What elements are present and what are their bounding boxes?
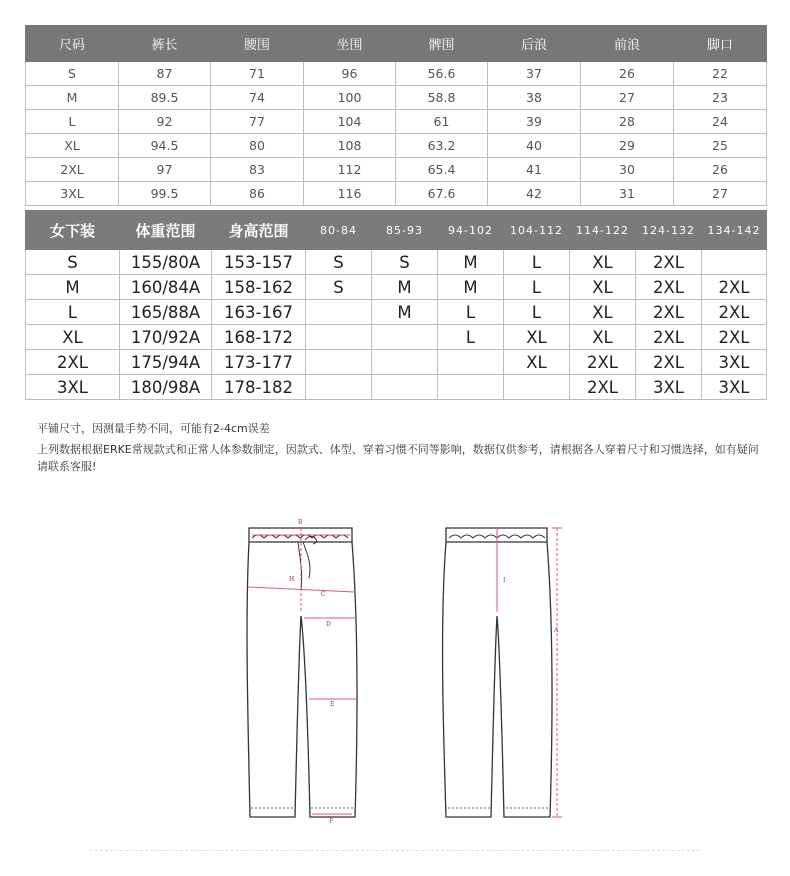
women_table-header-cell: 94-102 xyxy=(438,211,504,250)
table-cell: L xyxy=(26,110,119,134)
table-cell: 41 xyxy=(488,158,581,182)
table-cell: XL xyxy=(504,325,570,350)
table-cell: 80 xyxy=(211,134,304,158)
table-cell xyxy=(306,300,372,325)
table-cell: 2XL xyxy=(636,300,702,325)
table-row xyxy=(26,375,767,400)
pants-measurement-diagram xyxy=(0,500,790,840)
label-c: C xyxy=(321,591,326,598)
table-cell: 163-167 xyxy=(212,300,306,325)
table-cell: 24 xyxy=(674,110,767,134)
table-cell xyxy=(504,375,570,400)
table-cell: 97 xyxy=(119,158,211,182)
women_table-header-cell: 85-93 xyxy=(372,211,438,250)
bottom-divider xyxy=(90,850,700,851)
table-cell: 96 xyxy=(304,62,396,86)
table-row xyxy=(26,182,767,206)
women_table-header-cell: 身高范围 xyxy=(212,211,306,250)
table-cell: 83 xyxy=(211,158,304,182)
table-cell: 27 xyxy=(674,182,767,206)
table-cell: M xyxy=(438,250,504,275)
table-cell: 39 xyxy=(488,110,581,134)
table-cell: 30 xyxy=(581,158,674,182)
size_table-header-cell: 后浪 xyxy=(488,26,581,62)
table-cell: S xyxy=(372,250,438,275)
table-cell: M xyxy=(372,300,438,325)
table-cell: 2XL xyxy=(636,350,702,375)
table-cell: 37 xyxy=(488,62,581,86)
table-cell: M xyxy=(26,86,119,110)
size_table-header-cell: 髀围 xyxy=(396,26,488,62)
table-cell: 99.5 xyxy=(119,182,211,206)
label-h: H xyxy=(289,576,295,583)
women_table-header-cell: 女下装 xyxy=(26,211,120,250)
table-cell: 74 xyxy=(211,86,304,110)
table-row xyxy=(26,275,767,300)
table-cell: 28 xyxy=(581,110,674,134)
table-cell xyxy=(306,350,372,375)
table-cell: 3XL xyxy=(702,375,767,400)
table-cell: 175/94A xyxy=(120,350,212,375)
table-cell: 155/80A xyxy=(120,250,212,275)
table-row xyxy=(26,158,767,182)
size-table-body xyxy=(26,62,767,206)
measurement-note: 平铺尺寸，因测量手势不同，可能有2-4cm误差 xyxy=(37,422,270,435)
table-cell: L xyxy=(438,325,504,350)
table-cell xyxy=(438,375,504,400)
table-cell: 25 xyxy=(674,134,767,158)
table-cell: XL xyxy=(570,300,636,325)
women-table-header xyxy=(26,211,767,250)
table-cell: 71 xyxy=(211,62,304,86)
table-cell: 170/92A xyxy=(120,325,212,350)
table-cell xyxy=(372,375,438,400)
table-cell: 108 xyxy=(304,134,396,158)
table-cell: XL xyxy=(26,325,120,350)
table-row xyxy=(26,86,767,110)
table-cell: 2XL xyxy=(702,325,767,350)
table-cell: 23 xyxy=(674,86,767,110)
table-cell: M xyxy=(372,275,438,300)
table-cell: 77 xyxy=(211,110,304,134)
table-cell: 104 xyxy=(304,110,396,134)
table-cell xyxy=(306,375,372,400)
table-cell: 2XL xyxy=(702,275,767,300)
table-cell: 2XL xyxy=(26,350,120,375)
size-chart-table xyxy=(25,25,767,206)
label-e: E xyxy=(330,701,335,708)
women_table-header-cell: 134-142 xyxy=(702,211,767,250)
table-cell: 22 xyxy=(674,62,767,86)
table-cell: 168-172 xyxy=(212,325,306,350)
women_table-header-cell: 124-132 xyxy=(636,211,702,250)
table-cell: 2XL xyxy=(636,325,702,350)
table-row xyxy=(26,350,767,375)
pants-front-illustration xyxy=(247,528,357,817)
table-cell: 158-162 xyxy=(212,275,306,300)
table-cell: XL xyxy=(570,250,636,275)
table-cell: M xyxy=(26,275,120,300)
table-row xyxy=(26,110,767,134)
women_table-header-cell: 体重范围 xyxy=(120,211,212,250)
women_table-header-cell: 114-122 xyxy=(570,211,636,250)
size_table-header-cell: 尺码 xyxy=(26,26,119,62)
label-a: A xyxy=(554,627,559,634)
table-cell: 116 xyxy=(304,182,396,206)
table-cell xyxy=(372,350,438,375)
size-table-header xyxy=(26,26,767,62)
label-f: F xyxy=(329,818,334,825)
table-cell: 87 xyxy=(119,62,211,86)
table-cell: XL xyxy=(504,350,570,375)
table-cell: 42 xyxy=(488,182,581,206)
women_table-header-cell: 80-84 xyxy=(306,211,372,250)
women_table-header-cell: 104-112 xyxy=(504,211,570,250)
table-cell: S xyxy=(26,62,119,86)
size_table-header-cell: 脚口 xyxy=(674,26,767,62)
label-d: D xyxy=(326,621,331,628)
table-cell: 2XL xyxy=(570,350,636,375)
table-cell: 26 xyxy=(581,62,674,86)
table-cell: 153-157 xyxy=(212,250,306,275)
table-row xyxy=(26,250,767,275)
table-cell: 2XL xyxy=(570,375,636,400)
size_table-header-cell: 腰围 xyxy=(211,26,304,62)
table-cell: 56.6 xyxy=(396,62,488,86)
table-cell: L xyxy=(504,300,570,325)
table-cell: 160/84A xyxy=(120,275,212,300)
label-i: I xyxy=(503,577,506,584)
table-cell: XL xyxy=(26,134,119,158)
size_table-header-cell: 前浪 xyxy=(581,26,674,62)
table-row xyxy=(26,134,767,158)
table-cell: 61 xyxy=(396,110,488,134)
table-cell: 112 xyxy=(304,158,396,182)
table-cell: S xyxy=(26,250,120,275)
table-cell: L xyxy=(438,300,504,325)
table-cell: 2XL xyxy=(702,300,767,325)
table-cell: 178-182 xyxy=(212,375,306,400)
table-cell xyxy=(438,350,504,375)
table-cell: 67.6 xyxy=(396,182,488,206)
table-row xyxy=(26,325,767,350)
table-cell: 173-177 xyxy=(212,350,306,375)
table-cell: 165/88A xyxy=(120,300,212,325)
table-cell: 31 xyxy=(581,182,674,206)
table-cell: 3XL xyxy=(702,350,767,375)
table-cell: 27 xyxy=(581,86,674,110)
table-cell: 3XL xyxy=(26,375,120,400)
table-cell: 40 xyxy=(488,134,581,158)
table-row xyxy=(26,62,767,86)
table-cell xyxy=(372,325,438,350)
table-cell: L xyxy=(504,250,570,275)
table-cell: 58.8 xyxy=(396,86,488,110)
table-cell: M xyxy=(438,275,504,300)
size_table-header-cell: 裤长 xyxy=(119,26,211,62)
disclaimer-note: 上列数据根据ERKE常规款式和正常人体参数制定，因款式、体型、穿着习惯不同等影响，数据仅供参考，请根据各人穿着尺寸和习惯选择，如有疑问请联系客服! xyxy=(37,443,759,473)
table-cell xyxy=(702,250,767,275)
table-row xyxy=(26,300,767,325)
table-cell: L xyxy=(504,275,570,300)
table-cell: 3XL xyxy=(26,182,119,206)
table-cell: 2XL xyxy=(636,250,702,275)
table-cell: 29 xyxy=(581,134,674,158)
table-cell: 180/98A xyxy=(120,375,212,400)
table-cell: 65.4 xyxy=(396,158,488,182)
women-table-body xyxy=(26,250,767,400)
table-cell: 3XL xyxy=(636,375,702,400)
table-cell: S xyxy=(306,275,372,300)
table-cell: 38 xyxy=(488,86,581,110)
table-cell: XL xyxy=(570,325,636,350)
table-cell: 92 xyxy=(119,110,211,134)
women-size-table xyxy=(25,210,767,400)
table-cell: 89.5 xyxy=(119,86,211,110)
table-cell: 2XL xyxy=(636,275,702,300)
table-cell: 26 xyxy=(674,158,767,182)
front-measure-lines xyxy=(248,528,356,814)
table-cell xyxy=(306,325,372,350)
table-cell: 2XL xyxy=(26,158,119,182)
size_table-header-cell: 坐围 xyxy=(304,26,396,62)
table-cell: S xyxy=(306,250,372,275)
table-cell: XL xyxy=(570,275,636,300)
table-cell: 63.2 xyxy=(396,134,488,158)
table-cell: 94.5 xyxy=(119,134,211,158)
table-cell: 100 xyxy=(304,86,396,110)
table-cell: 86 xyxy=(211,182,304,206)
label-b: B xyxy=(298,519,303,526)
table-cell: L xyxy=(26,300,120,325)
